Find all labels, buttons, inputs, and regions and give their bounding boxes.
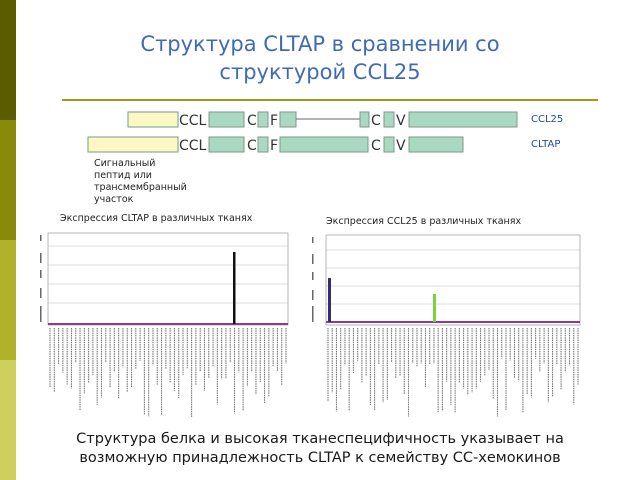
right-panel-title: Экспрессия CCL25 в различных тканях (326, 216, 522, 227)
footer-line-2: возможную принадлежность CLTAP к семейству СС-хемокинов (79, 450, 561, 466)
expression-spike (328, 278, 331, 322)
tissue-tick-labels (328, 328, 578, 416)
domain-box (409, 137, 463, 152)
stripe (0, 240, 16, 360)
domain-box (384, 112, 394, 127)
tissue-tick-labels (50, 328, 286, 417)
domain-box (209, 112, 244, 127)
domain-letter-c: C (247, 138, 257, 154)
slide-footer (30, 430, 610, 468)
domain-box (258, 112, 268, 127)
annotation-line: пептид или (94, 170, 152, 181)
annotation-line: участок (94, 194, 134, 205)
expression-spike (233, 252, 236, 324)
title-line-2: структурой CCL25 (219, 60, 421, 84)
axis-tick-marks (312, 237, 314, 322)
domain-letter-f: F (270, 113, 279, 129)
domain-letter-c: C (371, 113, 381, 129)
cltap-expression-chart (36, 228, 298, 428)
stripe (0, 360, 16, 480)
domain-letter-c: C (371, 138, 381, 154)
domain-letter-v: V (396, 113, 406, 129)
cltap-row (88, 137, 463, 154)
domain-letter-ccl: CCL (179, 138, 207, 154)
domain-box (258, 137, 268, 152)
ccl25-expression-chart (300, 232, 600, 428)
domain-box (280, 112, 296, 127)
domain-box (384, 137, 394, 152)
left-panel-title: Экспрессия CLTAP в различных тканях (60, 213, 253, 224)
expression-spike (433, 294, 436, 322)
ccl25-row (128, 112, 517, 129)
row-label-cltap: CLTAP (531, 139, 561, 150)
domain-letter-v: V (396, 138, 406, 154)
signal-peptide-box (88, 137, 178, 152)
domain-letter-ccl: CCL (179, 113, 207, 129)
domain-box (209, 137, 244, 152)
title-line-1: Структура CLTAP в сравнении со (140, 32, 500, 56)
domain-box (409, 112, 517, 127)
domain-letter-c: C (247, 113, 257, 129)
domain-box (360, 112, 369, 127)
plot-frame (326, 235, 580, 325)
footer-line-1: Структура белка и высокая тканеспецифичность указывает на (76, 431, 564, 447)
domain-box (280, 137, 368, 152)
row-label-ccl25: CCL25 (531, 114, 564, 125)
signal-peptide-box (128, 112, 178, 127)
domain-letter-f: F (270, 138, 279, 154)
signal-peptide-annotation (94, 158, 214, 206)
plot-frame (48, 233, 288, 325)
annotation-line: Сигнальный (94, 158, 156, 169)
axis-tick-marks (40, 235, 42, 322)
annotation-line: трансмембранный (94, 182, 187, 193)
